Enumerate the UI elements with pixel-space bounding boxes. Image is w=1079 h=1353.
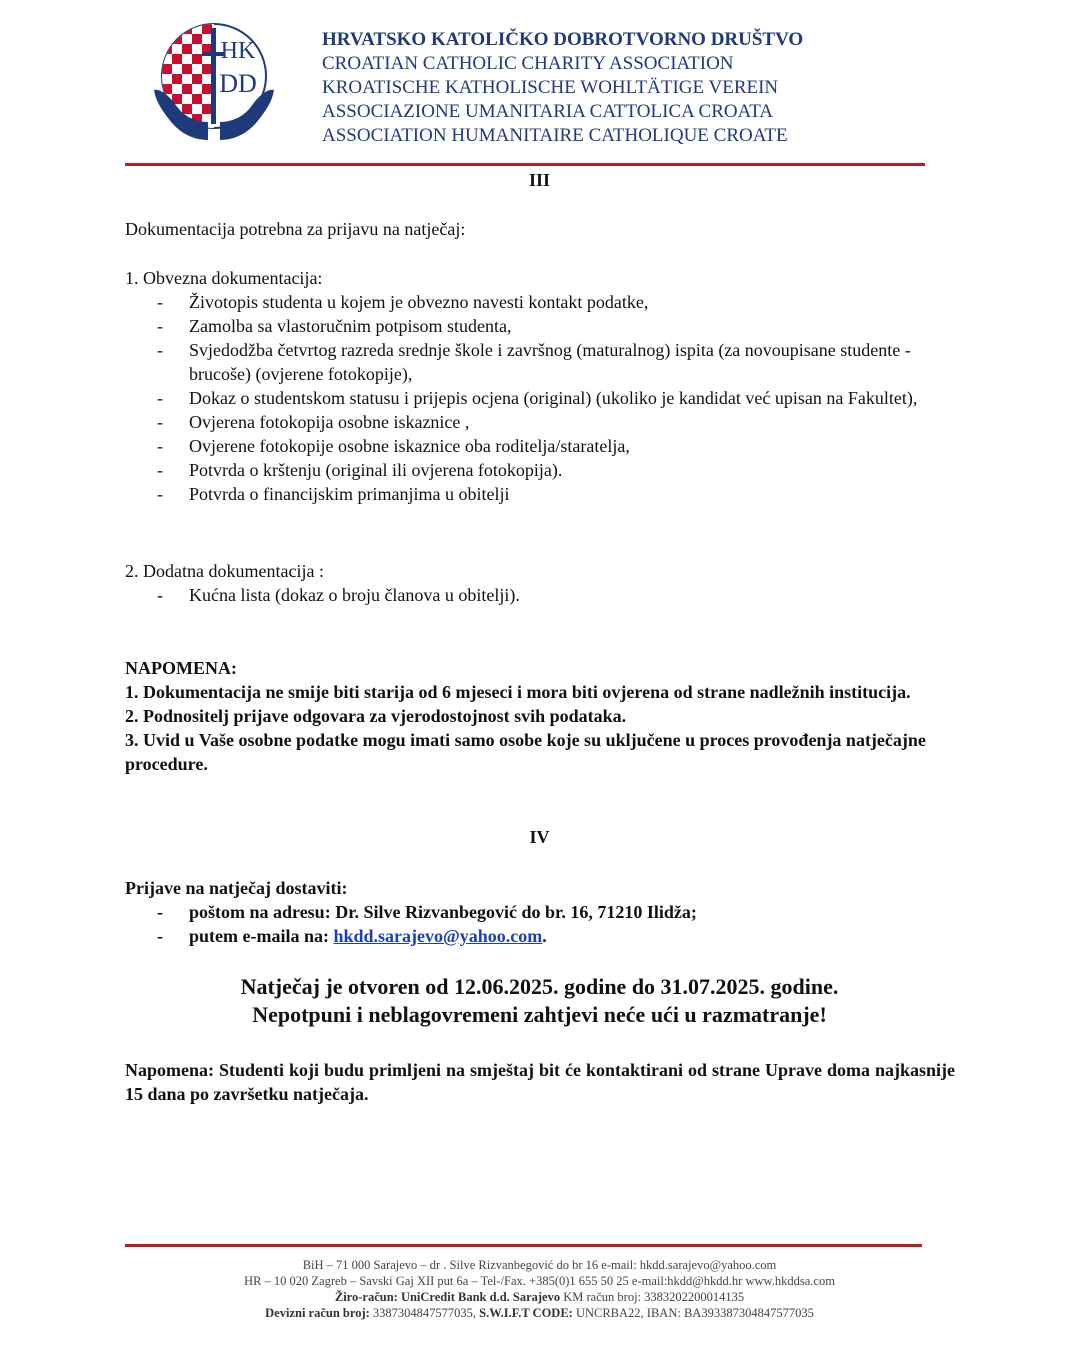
email-link[interactable]: hkdd.sarajevo@yahoo.com [333,926,543,946]
list-item: - Životopis studenta u kojem je obvezno navesti kontakt podatke, [157,292,649,312]
mandatory-docs-list [157,290,959,506]
list-item: - Potvrda o krštenju (original ili ovjerena fotokopija). [157,460,563,480]
mandatory-docs-title: 1. Obvezna dokumentacija: [125,268,323,288]
hkdd-logo [150,18,278,148]
organization-names [322,28,803,148]
logo-letters-bottom: DD [219,69,257,98]
org-name-croatian: HRVATSKO KATOLIČKO DOBROTVORNO DRUŠTVO [322,29,804,50]
section-number-iv: IV [529,827,550,847]
additional-docs-list [157,583,959,607]
section-number-iii: III [528,170,550,190]
footer-divider [125,1244,922,1247]
napomena-item: 3. Uvid u Vaše osobne podatke mogu imati samo osobe koje su uključene u proces provođenja natječajne procedure. [125,730,926,774]
list-item: - Ovjerene fotokopije osobne iskaznice oba roditelja/staratelja, [157,436,630,456]
submission-methods-list [157,900,959,948]
header-divider [125,163,925,166]
list-item: - Dokaz o studentskom statusu i prijepis ocjena (original) (ukoliko je kandidat već upisan na Fakultet), [157,388,918,408]
list-item: - Kućna lista (dokaz o broju članova u obitelji). [157,585,520,605]
napomena-item: 1. Dokumentacija ne smije biti starija od 6 mjeseci i mora biti ovjerena od strane nadležnih institucija. [125,682,911,702]
list-item: - Zamolba sa vlastoručnim potpisom studenta, [157,316,512,336]
napomena-title: NAPOMENA: [125,658,237,678]
org-name-english: CROATIAN CATHOLIC CHARITY ASSOCIATION [322,53,734,74]
org-name-german: KROATISCHE KATHOLISCHE WOHLTÄTIGE VEREIN [322,77,779,98]
napomena-item: 2. Podnositelj prijave odgovara za vjerodostojnost svih podataka. [125,706,627,726]
list-item: - Potvrda o financijskim primanjima u obitelji [157,484,510,504]
footer-address-bih: BiH – 71 000 Sarajevo – dr . Silve Rizvanbegović do br 16 e-mail: hkdd.sarajevo@yahoo.com [302,1258,777,1272]
final-note: Napomena: Studenti koji budu primljeni na smještaj bit će kontaktirani od strane Uprave doma najkasnije 15 dana po završetku natječaja. [125,1060,955,1104]
documentation-intro: Dokumentacija potrebna za prijavu na natječaj: [125,219,466,239]
list-item: - Ovjerena fotokopija osobne iskaznice , [157,412,470,432]
deadline-line: Natječaj je otvoren od 12.06.2025. godine do 31.07.2025. godine. [240,974,839,999]
submission-title: Prijave na natječaj dostaviti: [125,878,348,898]
deadline-notice [0,973,1079,1029]
list-item: - Svjedodžba četvrtog razreda srednje škole i završnog (maturalnog) ispita (za novoupisane studente - brucoše) (ovjerene fotokopije), [157,340,911,384]
list-item: - poštom na adresu: Dr. Silve Rizvanbegović do br. 16, 71210 Ilidža; [157,902,697,922]
footer-address-hr: HR – 10 020 Zagreb – Savski Gaj XII put 6a – Tel-/Fax. +385(0)1 655 50 25 e-mail:hkdd@hkdd.hr www.hkddsa.com [244,1274,835,1288]
org-name-french: ASSOCIATION HUMANITAIRE CATHOLIQUE CROATE [322,125,788,146]
additional-docs-title: 2. Dodatna dokumentacija : [125,561,324,581]
footer-foreign-account: Devizni račun broj: 3387304847577035, S.W.I.F.T CODE: UNCRBA22, IBAN: BA393387304847577035 [265,1306,814,1320]
org-name-italian: ASSOCIAZIONE UMANITARIA CATTOLICA CROATA [322,101,774,122]
footer-bank-account: Žiro-račun: UniCredit Bank d.d. Sarajevo KM račun broj: 3383202200014135 [334,1290,745,1304]
list-item: - putem e-maila na: hkdd.sarajevo@yahoo.com. [157,926,547,946]
incomplete-line: Nepotpuni i neblagovremeni zahtjevi neće ući u razmatranje! [252,1002,827,1027]
footer [0,1257,1079,1321]
logo-letters-top: HK [220,38,256,64]
napomena-block [125,656,955,776]
